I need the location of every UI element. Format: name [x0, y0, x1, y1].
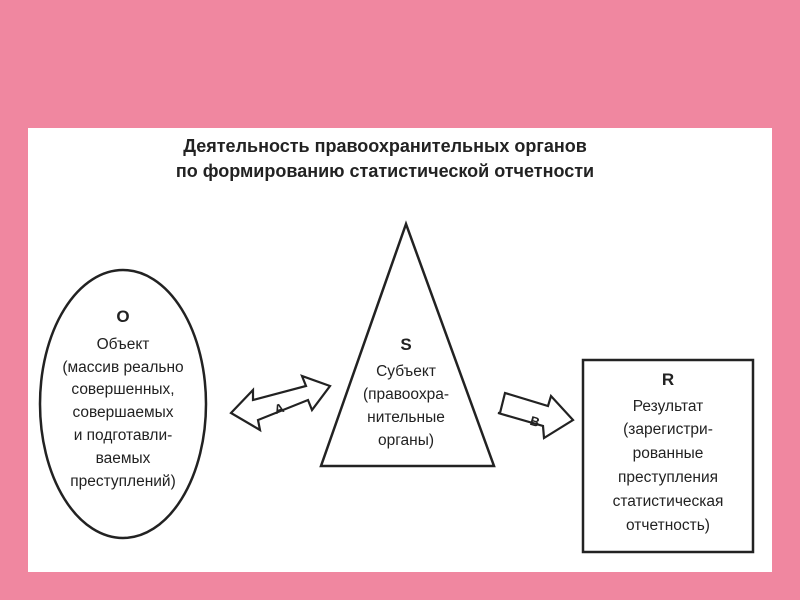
result-letter: R: [661, 370, 675, 389]
object-line: (массив реально: [62, 359, 184, 376]
result-line: статистическая: [612, 493, 724, 510]
object-line: преступлений): [70, 473, 176, 490]
subject-line: нительные: [367, 409, 445, 426]
result-line: рованные: [632, 445, 704, 462]
subject-letter: S: [400, 335, 412, 354]
subject-line: органы): [377, 432, 435, 449]
title-line-2: по формированию статистической отчетности: [175, 161, 595, 181]
object-line: ваемых: [95, 450, 151, 467]
title-line-1: Деятельность правоохранительных органов: [183, 136, 587, 156]
object-letter: O: [116, 307, 130, 326]
subject-line: (правоохра-: [362, 386, 450, 403]
object-line: совершенных,: [71, 381, 175, 398]
result-line: (зарегистри-: [623, 421, 713, 438]
result-text: [613, 398, 724, 534]
arrow-a-label: A: [272, 399, 286, 417]
object-line: Объект: [96, 336, 150, 353]
subject-line: Субъект: [376, 363, 436, 380]
result-line: отчетность): [626, 517, 710, 534]
arrow-b-label: B: [528, 412, 542, 430]
diagram-canvas: [28, 128, 772, 572]
object-line: и подготавли-: [73, 427, 173, 444]
diagram-panel: [28, 128, 772, 572]
result-line: преступления: [617, 469, 719, 486]
result-line: Результат: [632, 398, 704, 415]
object-line: совершаемых: [72, 404, 174, 421]
object-text: [62, 336, 183, 490]
subject-text: [363, 363, 449, 449]
